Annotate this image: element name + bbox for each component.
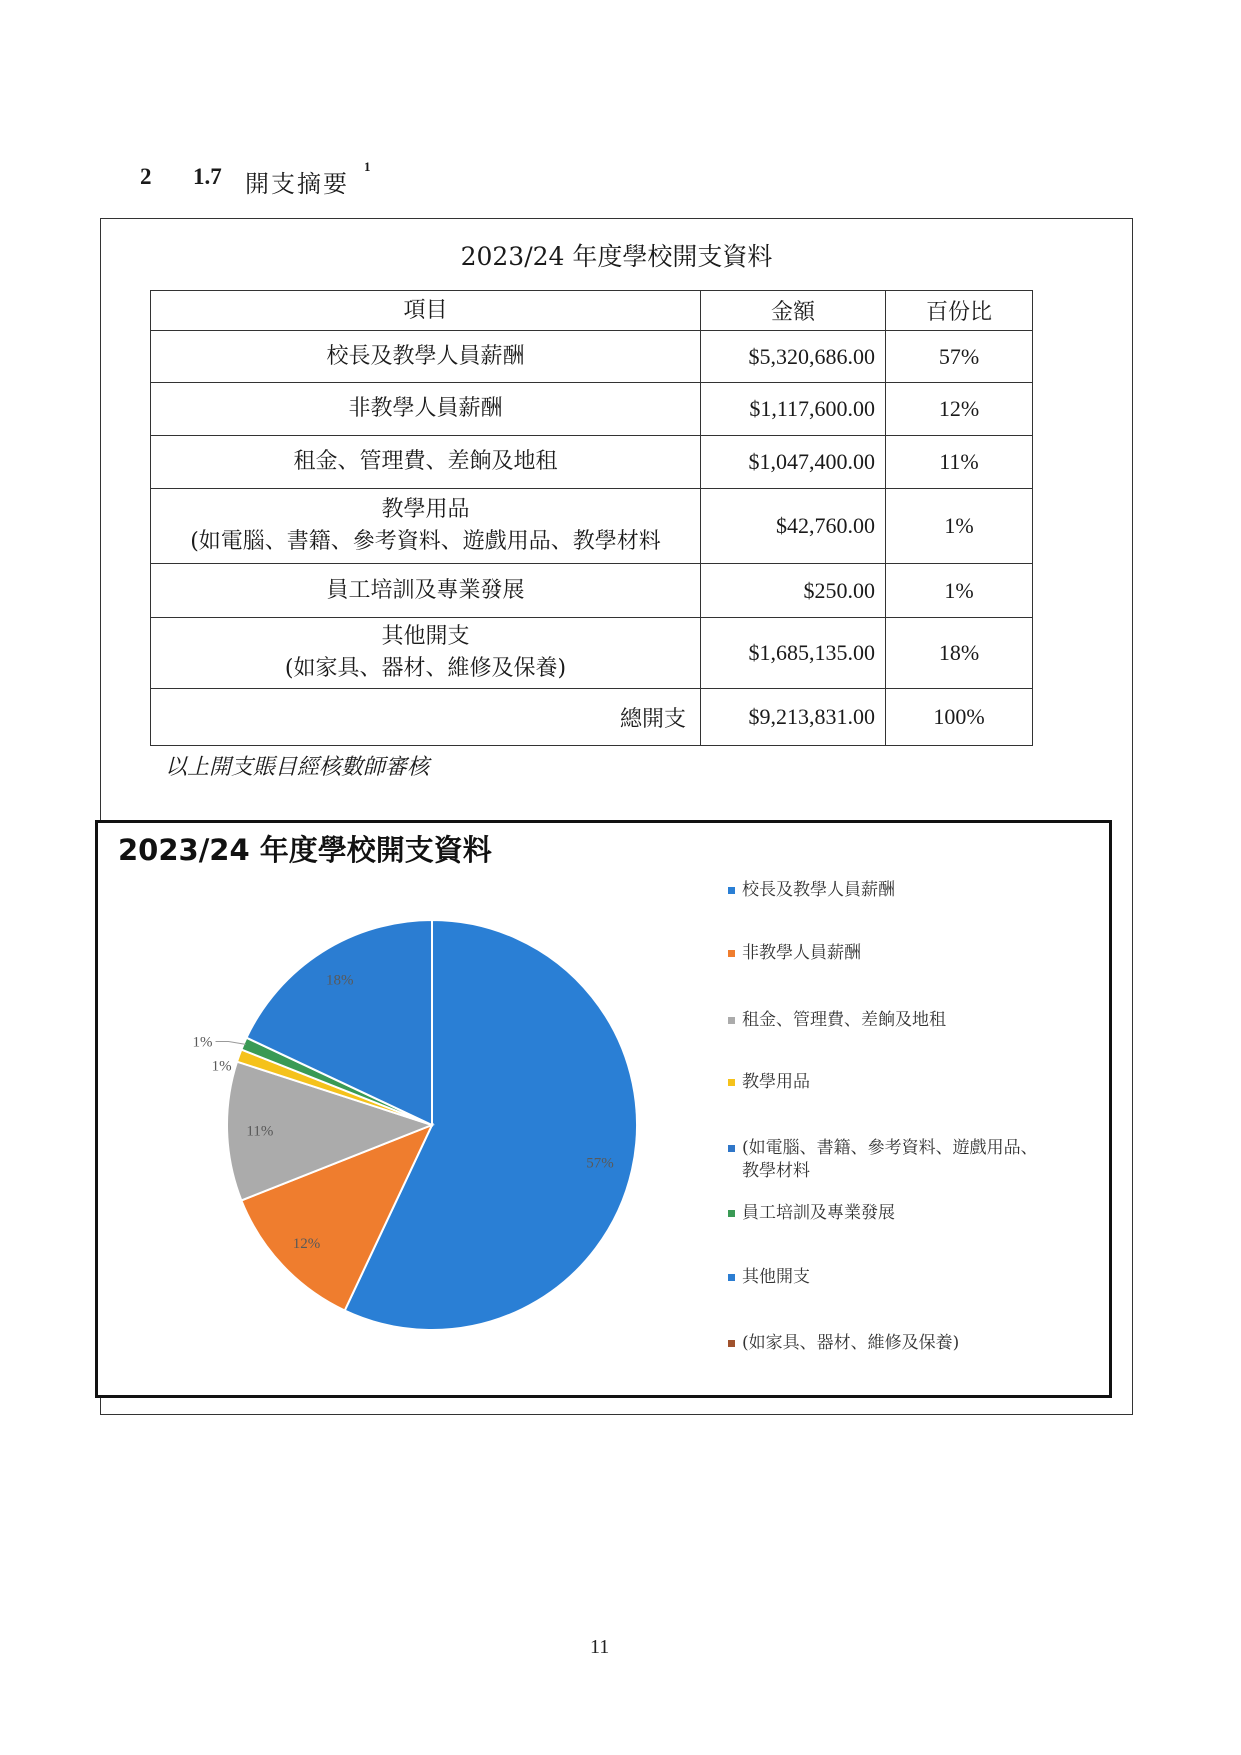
legend-label: 員工培訓及專業發展	[742, 1203, 895, 1223]
pie-data-label: 11%	[246, 1123, 274, 1140]
row-item	[151, 489, 701, 564]
audit-note: 以上開支賬目經核數師審核	[165, 755, 430, 780]
header-amount: 金額	[701, 291, 886, 331]
table-header-row	[151, 291, 1033, 331]
row-item	[151, 383, 701, 436]
legend-marker	[728, 887, 735, 894]
legend-label: 教學用品	[742, 1072, 810, 1092]
legend-item	[728, 1137, 1052, 1183]
row-percent: 18%	[886, 618, 1033, 689]
legend-label: 非教學人員薪酬	[742, 943, 861, 963]
section-number: 2	[140, 164, 152, 189]
table-row	[151, 436, 1033, 489]
heading-number: 1.7	[193, 164, 222, 189]
row-item-label: 教學用品	[381, 497, 470, 522]
legend-marker	[728, 1145, 735, 1152]
legend-label: 租金、管理費、差餉及地租	[742, 1010, 946, 1030]
row-percent: 12%	[886, 383, 1033, 436]
pie-chart-panel	[95, 820, 1112, 1398]
row-amount: $1,047,400.00	[701, 436, 886, 489]
legend-label: 其他開支	[742, 1267, 810, 1287]
legend-item	[728, 1071, 1052, 1094]
total-label: 總開支	[151, 689, 701, 746]
table-row	[151, 489, 1033, 564]
legend-label: (如電腦、書籍、參考資料、遊戲用品、教學材料	[742, 1138, 1038, 1181]
footnote-mark: 1	[364, 159, 371, 174]
total-amount: $9,213,831.00	[701, 689, 886, 746]
pie-data-label: 12%	[292, 1235, 321, 1252]
legend-item	[728, 942, 1052, 965]
expense-table	[150, 290, 1033, 746]
page-number: 11	[590, 1636, 610, 1658]
pie-data-label: 1%	[211, 1058, 232, 1075]
row-item-label: 非教學人員薪酬	[348, 396, 503, 421]
total-percent: 100%	[886, 689, 1033, 746]
pie-data-label: 18%	[325, 972, 354, 989]
legend-item	[728, 879, 1052, 902]
legend-item	[728, 1009, 1052, 1032]
table-title: 2023/24 年度學校開支資料	[460, 242, 773, 271]
heading-text: 開支摘要	[245, 170, 349, 198]
legend-marker	[728, 1340, 735, 1347]
pie-chart	[180, 900, 660, 1360]
pie-data-label: 1%	[192, 1034, 213, 1051]
pie-data-label: 57%	[586, 1155, 614, 1172]
row-item-label: 其他開支	[381, 624, 470, 649]
legend-marker	[728, 1079, 735, 1086]
row-percent: 11%	[886, 436, 1033, 489]
row-item	[151, 436, 701, 489]
table-row	[151, 564, 1033, 618]
table-total-row	[151, 689, 1033, 746]
legend-marker	[728, 1210, 735, 1217]
row-amount: $42,760.00	[701, 489, 886, 564]
row-percent: 57%	[886, 331, 1033, 383]
row-item-sublabel: (如電腦、書籍、參考資料、遊戲用品、教學材料	[190, 529, 661, 554]
pie-leader-line	[216, 1042, 246, 1045]
legend-item	[728, 1332, 1052, 1355]
legend-marker	[728, 1274, 735, 1281]
legend-marker	[728, 950, 735, 957]
table-row	[151, 331, 1033, 383]
table-row	[151, 618, 1033, 689]
row-percent: 1%	[886, 564, 1033, 618]
row-item-label: 租金、管理費、差餉及地租	[293, 449, 558, 474]
row-item-label: 校長及教學人員薪酬	[326, 343, 525, 369]
row-item-label: 員工培訓及專業發展	[326, 577, 525, 603]
row-item	[151, 618, 701, 689]
row-amount: $1,117,600.00	[701, 383, 886, 436]
legend-marker	[728, 1017, 735, 1024]
legend-item	[728, 1202, 1052, 1225]
row-item	[151, 331, 701, 383]
row-percent: 1%	[886, 489, 1033, 564]
row-item	[151, 564, 701, 618]
legend-label: (如家具、器材、維修及保養)	[742, 1333, 960, 1353]
header-item: 項目	[151, 291, 701, 331]
row-item-sublabel: (如家具、器材、維修及保養)	[284, 656, 567, 681]
row-amount: $250.00	[701, 564, 886, 618]
header-percent: 百份比	[886, 291, 1033, 331]
row-amount: $5,320,686.00	[701, 331, 886, 383]
table-row	[151, 383, 1033, 436]
legend-label: 校長及教學人員薪酬	[742, 880, 895, 900]
legend-item	[728, 1266, 1052, 1289]
row-amount: $1,685,135.00	[701, 618, 886, 689]
chart-title: 2023/24 年度學校開支資料	[118, 833, 492, 867]
